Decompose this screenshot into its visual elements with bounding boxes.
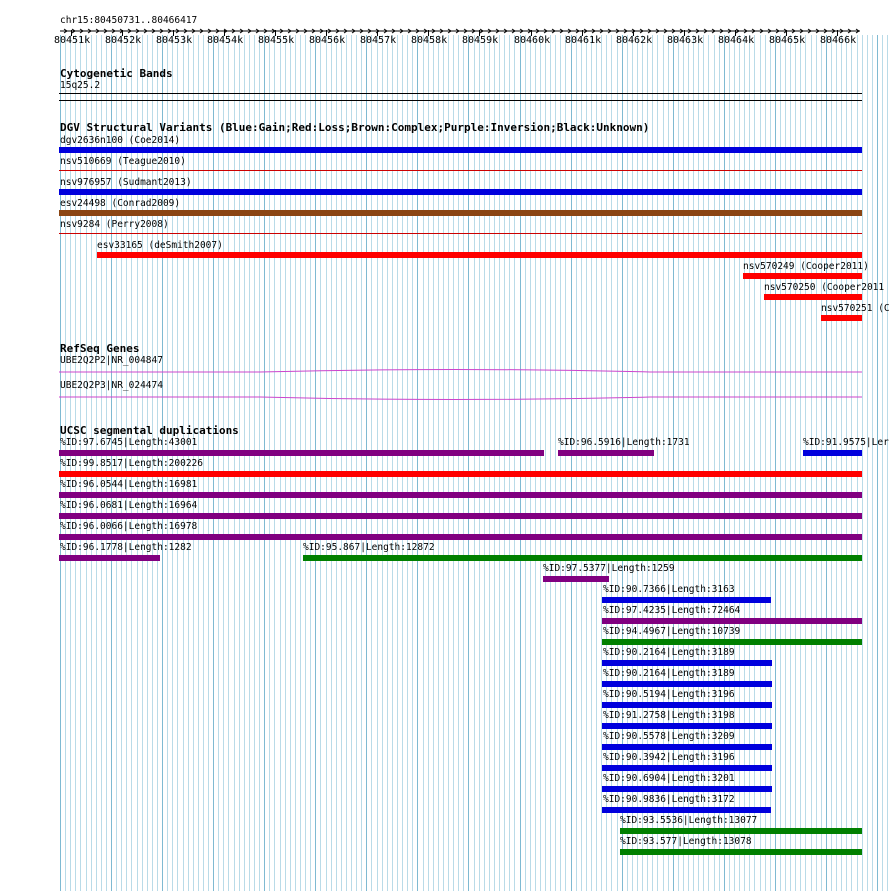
grid-line	[474, 35, 475, 891]
locus-label: chr15:80450731..80466417	[60, 15, 198, 26]
dgv-track-title[interactable]: DGV Structural Variants (Blue:Gain;Red:Loss;Brown:Complex;Purple:Inversion;Black:Unknown)	[60, 121, 650, 134]
grid-line	[790, 35, 791, 891]
ruler-tick-label: 80454k	[207, 35, 244, 46]
grid-line	[203, 35, 204, 891]
grid-line	[780, 35, 781, 891]
refseq-gene-model[interactable]	[0, 391, 890, 403]
segdup-feature-label: %ID:90.7366|Length:3163	[603, 584, 735, 595]
grid-line	[387, 35, 388, 891]
grid-line	[811, 35, 812, 891]
segdup-feature-label: %ID:96.5916|Length:1731	[558, 437, 690, 448]
grid-line	[841, 35, 842, 891]
segdup-feature-bar[interactable]	[602, 660, 772, 666]
grid-line	[463, 35, 464, 891]
grid-line	[795, 35, 796, 891]
grid-line	[320, 35, 321, 891]
grid-line	[218, 35, 219, 891]
grid-line	[576, 35, 577, 891]
segdup-feature-bar[interactable]	[602, 702, 772, 708]
grid-line	[785, 35, 786, 891]
grid-line	[259, 35, 260, 891]
grid-line	[555, 35, 556, 891]
grid-line	[484, 35, 485, 891]
grid-line	[489, 35, 490, 891]
grid-line	[754, 35, 755, 891]
grid-line	[805, 35, 806, 891]
grid-line	[744, 35, 745, 891]
segdup-feature-label: %ID:97.5377|Length:1259	[543, 563, 675, 574]
ruler-axis	[0, 27, 890, 35]
grid-line	[765, 35, 766, 891]
ruler-tick-label: 80453k	[156, 35, 193, 46]
segdup-feature-label: %ID:90.3942|Length:3196	[603, 752, 735, 763]
segdup-feature-bar[interactable]	[803, 450, 862, 456]
grid-line	[596, 35, 597, 891]
dgv-feature-bar[interactable]	[821, 315, 862, 321]
segdup-feature-label: %ID:96.0681|Length:16964	[60, 500, 198, 511]
grid-line	[428, 35, 429, 891]
ruler-tick-label: 80455k	[258, 35, 295, 46]
segdup-feature-bar[interactable]	[59, 450, 544, 456]
grid-line	[887, 35, 888, 891]
grid-line	[494, 35, 495, 891]
segdup-feature-bar[interactable]	[602, 807, 771, 813]
segdup-feature-label: %ID:97.6745|Length:43001	[60, 437, 198, 448]
grid-line	[264, 35, 265, 891]
ruler-tick-label: 80459k	[462, 35, 499, 46]
grid-line	[300, 35, 301, 891]
dgv-feature-bar[interactable]	[59, 147, 862, 153]
dgv-feature-bar[interactable]	[59, 189, 862, 195]
dgv-feature-label: nsv510669 (Teague2010)	[60, 156, 186, 167]
segdup-feature-label: %ID:95.867|Length:12872	[303, 542, 435, 553]
ruler-tick-label: 80457k	[360, 35, 397, 46]
grid-line	[565, 35, 566, 891]
grid-line	[800, 35, 801, 891]
grid-line	[816, 35, 817, 891]
grid-line	[423, 35, 424, 891]
ruler-tick-label: 80466k	[820, 35, 857, 46]
grid-line	[208, 35, 209, 891]
cytoband-line[interactable]	[59, 93, 862, 94]
grid-line	[586, 35, 587, 891]
grid-line	[295, 35, 296, 891]
grid-line	[412, 35, 413, 891]
grid-line	[846, 35, 847, 891]
grid-line	[433, 35, 434, 891]
grid-line	[453, 35, 454, 891]
grid-line	[269, 35, 270, 891]
grid-line	[336, 35, 337, 891]
grid-line	[530, 35, 531, 891]
grid-line	[581, 35, 582, 891]
grid-line	[213, 35, 214, 891]
segdup-feature-bar[interactable]	[602, 723, 772, 729]
segdup-feature-label: %ID:94.4967|Length:10739	[603, 626, 741, 637]
segdup-feature-bar[interactable]	[543, 576, 609, 582]
grid-line	[331, 35, 332, 891]
grid-line	[821, 35, 822, 891]
ruler-tick-label: 80460k	[514, 35, 551, 46]
ruler-tick-label: 80451k	[54, 35, 91, 46]
ruler-tick-label: 80465k	[769, 35, 806, 46]
grid-line	[346, 35, 347, 891]
segdup-feature-label: %ID:91.9575|Ler	[803, 437, 889, 448]
grid-line	[249, 35, 250, 891]
cytoband-label: 15q25.2	[60, 80, 101, 91]
grid-line	[448, 35, 449, 891]
grid-line	[443, 35, 444, 891]
grid-line	[749, 35, 750, 891]
refseq-gene-model[interactable]	[0, 366, 890, 378]
grid-line	[479, 35, 480, 891]
grid-line	[535, 35, 536, 891]
segdup-feature-label: %ID:99.8517|Length:200226	[60, 458, 203, 469]
ruler-tick-label: 80464k	[718, 35, 755, 46]
grid-line	[326, 35, 327, 891]
grid-line	[361, 35, 362, 891]
ruler-tick-label: 80456k	[309, 35, 346, 46]
segdup-feature-bar[interactable]	[602, 786, 772, 792]
grid-line	[280, 35, 281, 891]
grid-line	[315, 35, 316, 891]
dgv-feature-label: esv33165 (deSmith2007)	[97, 240, 223, 251]
grid-line	[545, 35, 546, 891]
grid-line	[514, 35, 515, 891]
segdup-feature-bar[interactable]	[620, 849, 862, 855]
ruler-tick-label: 80463k	[667, 35, 704, 46]
grid-line	[857, 35, 858, 891]
ruler-tick-label: 80452k	[105, 35, 142, 46]
grid-line	[366, 35, 367, 891]
grid-line	[520, 35, 521, 891]
ruler-tick-label: 80461k	[565, 35, 602, 46]
grid-line	[867, 35, 868, 891]
segdups-track-title[interactable]: UCSC segmental duplications	[60, 424, 239, 437]
grid-line	[239, 35, 240, 891]
grid-line	[382, 35, 383, 891]
grid-line	[402, 35, 403, 891]
segdup-feature-label: %ID:90.5578|Length:3209	[603, 731, 735, 742]
grid-line	[438, 35, 439, 891]
segdup-feature-bar[interactable]	[602, 744, 772, 750]
segdup-feature-bar[interactable]	[59, 492, 862, 498]
dgv-feature-label: nsv9284 (Perry2008)	[60, 219, 169, 230]
grid-line	[397, 35, 398, 891]
segdup-feature-label: %ID:90.2164|Length:3189	[603, 647, 735, 658]
segdup-feature-bar[interactable]	[59, 513, 862, 519]
grid-line	[591, 35, 592, 891]
ruler-tick-label: 80462k	[616, 35, 653, 46]
segdup-feature-bar[interactable]	[602, 597, 771, 603]
grid-line	[504, 35, 505, 891]
dgv-feature-bar[interactable]	[97, 252, 862, 258]
segdup-feature-bar[interactable]	[558, 450, 654, 456]
grid-line	[254, 35, 255, 891]
grid-line	[826, 35, 827, 891]
grid-line	[499, 35, 500, 891]
dgv-feature-label: esv24498 (Conrad2009)	[60, 198, 181, 209]
segdup-feature-bar[interactable]	[620, 828, 862, 834]
dgv-feature-bar[interactable]	[764, 294, 862, 300]
refseq-track-title[interactable]: RefSeq Genes	[60, 342, 140, 355]
grid-line	[525, 35, 526, 891]
grid-line	[417, 35, 418, 891]
grid-line	[560, 35, 561, 891]
grid-line	[468, 35, 469, 891]
grid-line	[310, 35, 311, 891]
segdup-feature-label: %ID:91.2758|Length:3198	[603, 710, 735, 721]
grid-line	[341, 35, 342, 891]
grid-line	[877, 35, 878, 891]
grid-line	[571, 35, 572, 891]
grid-line	[356, 35, 357, 891]
grid-line	[601, 35, 602, 891]
grid-line	[550, 35, 551, 891]
grid-line	[882, 35, 883, 891]
grid-line	[458, 35, 459, 891]
grid-line	[407, 35, 408, 891]
segdup-feature-bar[interactable]	[602, 681, 772, 687]
grid-line	[234, 35, 235, 891]
grid-line	[851, 35, 852, 891]
grid-line	[739, 35, 740, 891]
grid-line	[862, 35, 863, 891]
grid-line	[760, 35, 761, 891]
segdup-feature-label: %ID:93.577|Length:13078	[620, 836, 752, 847]
segdup-feature-label: %ID:90.2164|Length:3189	[603, 668, 735, 679]
segdup-feature-bar[interactable]	[602, 618, 862, 624]
grid-line	[371, 35, 372, 891]
segdup-feature-label: %ID:90.9836|Length:3172	[603, 794, 735, 805]
segdup-feature-label: %ID:90.6904|Length:3201	[603, 773, 735, 784]
grid-line	[351, 35, 352, 891]
grid-line	[244, 35, 245, 891]
grid-line	[540, 35, 541, 891]
segdup-feature-label: %ID:93.5536|Length:13077	[620, 815, 758, 826]
grid-line	[831, 35, 832, 891]
dgv-feature-bar[interactable]	[59, 170, 862, 171]
cytobands-track-title[interactable]: Cytogenetic Bands	[60, 67, 173, 80]
refseq-gene-label: UBE2Q2P3|NR_024474	[60, 380, 163, 391]
dgv-feature-label: nsv570251 (C	[821, 303, 890, 314]
segdup-feature-bar[interactable]	[59, 555, 160, 561]
dgv-feature-label: nsv570249 (Cooper2011)	[743, 261, 869, 272]
dgv-feature-bar[interactable]	[59, 210, 862, 216]
dgv-feature-label: dgv2636n100 (Coe2014)	[60, 135, 181, 146]
segdup-feature-bar[interactable]	[59, 471, 862, 477]
dgv-feature-bar[interactable]	[59, 233, 862, 234]
segdup-feature-bar[interactable]	[303, 555, 862, 561]
segdup-feature-bar[interactable]	[602, 765, 772, 771]
refseq-gene-label: UBE2Q2P2|NR_004847	[60, 355, 163, 366]
grid-line	[285, 35, 286, 891]
grid-line	[377, 35, 378, 891]
grid-line	[392, 35, 393, 891]
segdup-feature-label: %ID:90.5194|Length:3196	[603, 689, 735, 700]
segdup-feature-label: %ID:96.1778|Length:1282	[60, 542, 192, 553]
segdup-feature-label: %ID:96.0544|Length:16981	[60, 479, 198, 490]
dgv-feature-bar[interactable]	[743, 273, 862, 279]
grid-line	[775, 35, 776, 891]
grid-line	[223, 35, 224, 891]
cytoband-line[interactable]	[59, 100, 862, 101]
grid-line	[305, 35, 306, 891]
grid-line	[872, 35, 873, 891]
segdup-feature-bar[interactable]	[59, 534, 862, 540]
grid-line	[509, 35, 510, 891]
segdup-feature-label: %ID:97.4235|Length:72464	[603, 605, 741, 616]
grid-line	[836, 35, 837, 891]
grid-line	[274, 35, 275, 891]
grid-line	[290, 35, 291, 891]
dgv-feature-label: nsv570250 (Cooper2011	[764, 282, 885, 293]
grid-line	[228, 35, 229, 891]
ruler-tick-label: 80458k	[411, 35, 448, 46]
dgv-feature-label: nsv976957 (Sudmant2013)	[60, 177, 192, 188]
segdup-feature-label: %ID:96.0066|Length:16978	[60, 521, 198, 532]
grid-line	[770, 35, 771, 891]
segdup-feature-bar[interactable]	[602, 639, 862, 645]
